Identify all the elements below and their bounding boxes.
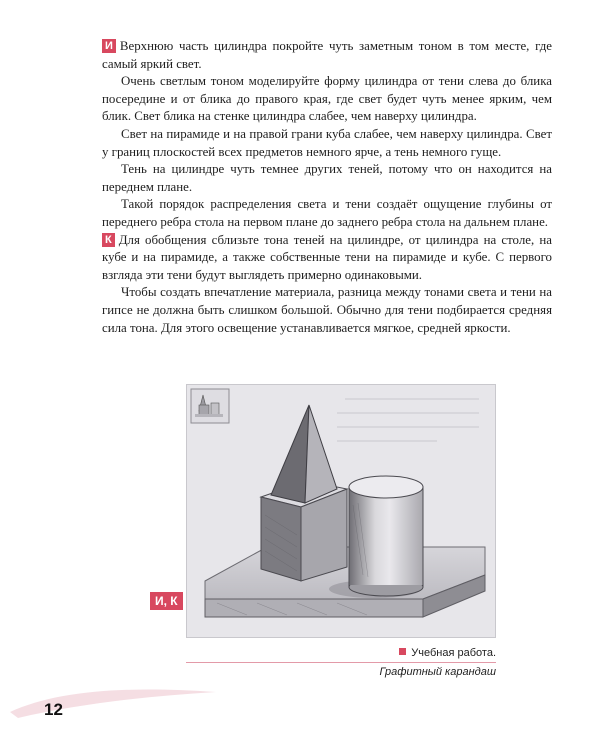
caption-divider — [186, 662, 496, 663]
paragraph: Чтобы создать впечатление материала, разница между тонами света и тени на гипсе не должна быть слишком большой. Обычно для тени подбирается средняя сила тона. Для этого освещение устанавливается мягкое, средней яркости. — [102, 285, 552, 335]
square-bullet-icon — [399, 648, 406, 655]
stage-badge: И — [102, 39, 116, 53]
still-life-drawing — [187, 385, 496, 638]
paragraph — [102, 38, 552, 73]
paragraph-text: Верхнюю часть цилиндра покройте чуть заметным тоном в том месте, где самый яркий свет. — [102, 39, 552, 71]
page-swash-decoration — [8, 682, 218, 722]
body-text — [102, 38, 552, 337]
paragraph: Тень на цилиндре чуть темнее других теней, потому что он находится на переднем плане. — [102, 162, 552, 194]
paragraph: Очень светлым тоном моделируйте форму цилиндра от тени слева до блика посередине и от блика до правого края, где свет будет чуть менее ярким, чем блик. Свет блика на стенке цилиндра слабее, чем наверху цилиндра. — [102, 74, 552, 124]
pencil-drawing-figure — [186, 384, 496, 638]
page-number: 12 — [44, 700, 63, 719]
figure-stage-badge: И, К — [150, 592, 183, 610]
thumbnail-sketch — [191, 389, 229, 423]
stage-badge: К — [102, 233, 115, 247]
paragraph: Свет на пирамиде и на правой грани куба слабее, чем наверху цилиндра. Свет у границ плоскостей всех предметов немного ярче, а тень немного гуще. — [102, 126, 552, 159]
figure-caption — [399, 646, 496, 661]
paragraph: Такой порядок распределения света и тени создаёт ощущение глубины от переднего ребра стола на первом плане до заднего ребра стола на дальнем плане. — [102, 197, 552, 229]
caption-title: Учебная работа. — [411, 647, 496, 659]
paragraph — [102, 232, 552, 285]
paragraph-text: Для обобщения сблизьте тона теней на цилиндре, от цилиндра на столе, на кубе и на пирамиде, а также собственные тени на пирамиде и кубе. С первого взгляда эти тени будут выглядеть примерно одинаковыми. — [102, 232, 552, 282]
caption-subtitle: Графитный карандаш — [379, 666, 496, 678]
